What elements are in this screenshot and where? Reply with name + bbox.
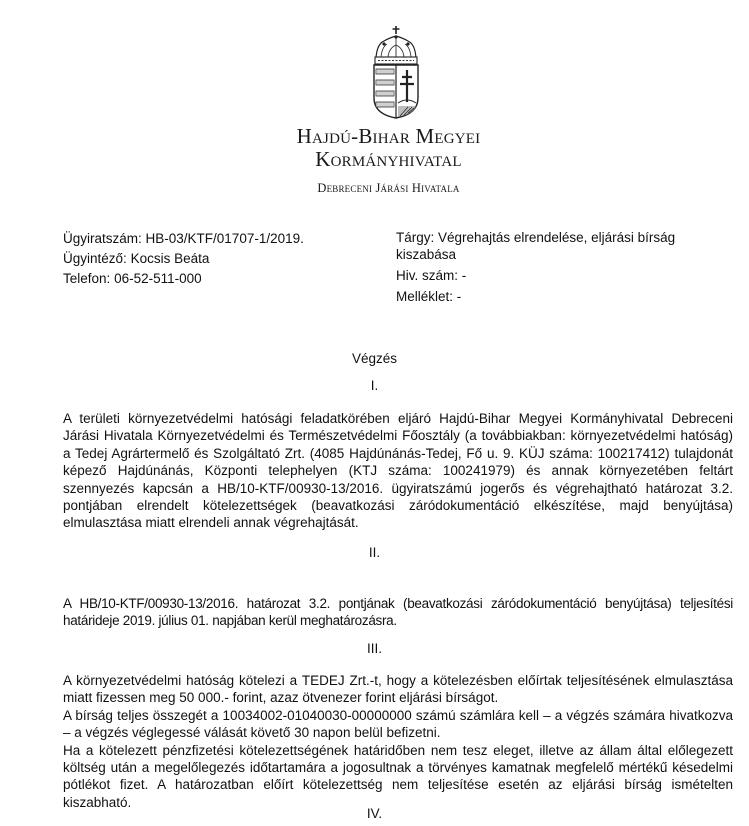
case-meta-left bbox=[63, 229, 304, 289]
section-3-body bbox=[63, 672, 733, 811]
hungarian-coat-of-arms-icon bbox=[367, 24, 425, 120]
phone-label: Telefon: bbox=[63, 271, 111, 286]
department-name: Debreceni Járási Hivatala bbox=[317, 181, 460, 195]
section-numeral-2: II. bbox=[368, 545, 381, 560]
attachment-value: - bbox=[456, 289, 462, 304]
subject-value: Végrehajtás elrendelése, eljárási bírság kiszabása bbox=[396, 230, 676, 262]
attachment-label: Melléklet: bbox=[396, 289, 454, 304]
case-number bbox=[63, 229, 304, 249]
section-3-paragraph-fine: A környezetvédelmi hatóság kötelezi a TEDEJ Zrt.-t, hogy a kötelezésben előírtak teljesítésének elmulasztása miatt fizessen meg 50 000.- forint, azaz ötvenezer forint eljárási bírságot. bbox=[63, 673, 733, 706]
subject bbox=[396, 229, 726, 263]
org-name-line1: Hajdú-Bihar Megyei bbox=[296, 124, 481, 148]
reference-number bbox=[396, 267, 726, 284]
section-1-body bbox=[63, 410, 733, 532]
section-1-paragraph: A területi környezetvédelmi hatósági feladatkörében eljáró Hajdú-Bihar Megyei Kormányhivatal Debreceni Járási Hivatala Környezetvédelmi és Természetvédelmi Főosztály (a továbbiakban: környezetvédelmi hatóság) a Tedej Agrártermelő és Szolgáltató Zrt. (4085 Hajdúnánás-Tedej, Fő u. 9. KÜJ száma: 100217412) tulajdonát képező Hajdúnánás, Központi telephelyen (KTJ száma: 100241979) és annak környezetében feltárt szennyezés kapcsán a HB/10-KTF/00930-13/2016. ügyiratszámú jogerős és végrehajtható határozat 3.2. pontjában elrendelt kötelezettségek (beavatkozási záródokumentáció elkészítése, majd benyújtása) elmulasztása miatt elrendeli annak végrehajtását. bbox=[63, 411, 733, 531]
case-number-value: HB-03/KTF/01707-1/2019. bbox=[145, 231, 304, 246]
document-title: Végzés bbox=[351, 351, 398, 366]
case-officer-label: Ügyintéző: bbox=[63, 251, 127, 266]
section-3-paragraph-payment: A bírság teljes összegét a 10034002-01040030-00000000 számú számlára kell – a végzés számára hivatkozva – a végzés véglegessé válását követő 30 napon belül befizetni. bbox=[63, 707, 733, 741]
section-numeral-3: III. bbox=[366, 641, 382, 656]
section-3-paragraph-late-payment: Ha a kötelezett pénzfizetési kötelezettségének határidőben nem tesz eleget, illetve az állam által előlegezett költség után a megelőlegezés időtartamára a jogosultnak a törvényes kamatnak megfelelő mértékű késedelmi pótlékot fizet. A határozatban előírt kötelezettség nem teljesítése esetén az eljárási bírság ismételten kiszabható. bbox=[63, 742, 733, 810]
org-name-line2: Kormányhivatal bbox=[315, 147, 462, 171]
case-meta-right bbox=[396, 229, 726, 309]
phone bbox=[63, 269, 304, 289]
subject-label: Tárgy: bbox=[396, 230, 435, 245]
attachment bbox=[396, 288, 726, 305]
case-officer-value: Kocsis Beáta bbox=[130, 251, 210, 266]
section-2-body bbox=[63, 595, 733, 630]
section-numeral-4: IV. bbox=[366, 806, 383, 821]
phone-value: 06-52-511-000 bbox=[114, 271, 202, 286]
section-numeral-1: I. bbox=[370, 378, 379, 393]
section-2-paragraph: A HB/10-KTF/00930-13/2016. határozat 3.2. pontjának (beavatkozási záródokumentáció benyújtása) teljesítési határideje 2019. július 01. napjában kerül meghatározásra. bbox=[63, 596, 733, 629]
reference-number-label: Hiv. szám: bbox=[396, 268, 459, 283]
case-officer bbox=[63, 249, 304, 269]
case-number-label: Ügyiratszám: bbox=[63, 231, 142, 246]
reference-number-value: - bbox=[461, 268, 467, 283]
